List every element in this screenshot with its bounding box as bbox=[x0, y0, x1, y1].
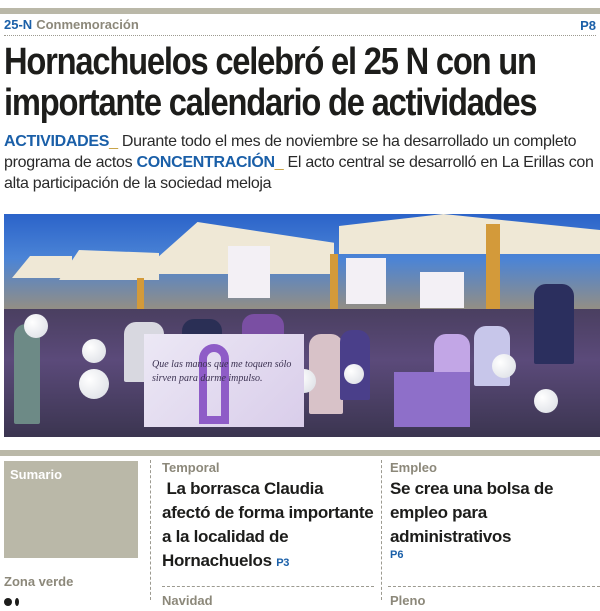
top-rule bbox=[0, 8, 600, 14]
headline: Hornachuelos celebró el 25 N con un importante calendario de actividades bbox=[4, 41, 537, 124]
summary-box bbox=[4, 461, 138, 558]
balloon bbox=[82, 339, 106, 363]
page-ref[interactable]: P6 bbox=[390, 549, 404, 561]
summary-category-navidad: Navidad bbox=[162, 593, 213, 608]
section-header bbox=[4, 16, 596, 34]
protest-sign bbox=[346, 258, 386, 304]
person bbox=[14, 324, 40, 424]
subhead-separator: _ bbox=[274, 154, 284, 171]
page-number: P8 bbox=[580, 17, 596, 33]
banner-text: Que las manos que me toquen sólo sirven para darme impulso. bbox=[152, 359, 292, 384]
item-divider bbox=[162, 586, 374, 587]
photo-banner bbox=[144, 334, 304, 427]
balloon bbox=[24, 314, 48, 338]
balloon bbox=[344, 364, 364, 384]
summary-label: Sumario bbox=[10, 467, 63, 482]
protest-sign bbox=[420, 272, 464, 308]
subhead-keyword-concentracion: CONCENTRACIÓN bbox=[136, 154, 275, 171]
summary-item-empleo[interactable] bbox=[390, 460, 595, 561]
person bbox=[534, 284, 574, 364]
tent-pole bbox=[330, 254, 338, 314]
zona-verde-title-cut bbox=[4, 593, 134, 601]
item-divider bbox=[388, 586, 600, 587]
dotted-divider bbox=[4, 35, 596, 36]
balloon bbox=[79, 369, 109, 399]
subhead-keyword-actividades: ACTIVIDADES bbox=[4, 133, 110, 150]
summary-category: Temporal bbox=[162, 460, 220, 475]
subhead-separator: _ bbox=[109, 133, 118, 150]
article-photo bbox=[4, 214, 600, 437]
balloon bbox=[534, 389, 558, 413]
section-tag: 25-N bbox=[4, 17, 33, 32]
page-ref[interactable]: P3 bbox=[276, 557, 290, 569]
subhead-text-2: El acto central se desarrolló en La Erillas con alta participación de la sociedad meloja bbox=[4, 154, 594, 192]
person bbox=[434, 334, 470, 374]
protest-sign bbox=[228, 246, 270, 298]
zona-verde-category: Zona verde bbox=[4, 574, 74, 589]
summary-item-temporal[interactable] bbox=[162, 460, 374, 575]
section-label bbox=[4, 16, 139, 34]
tent bbox=[339, 214, 600, 254]
subhead bbox=[4, 131, 600, 194]
summary-category: Empleo bbox=[390, 460, 437, 475]
tent bbox=[59, 250, 159, 280]
summary-rule bbox=[0, 450, 600, 456]
summary-category-pleno: Pleno bbox=[390, 593, 426, 608]
summary-title[interactable]: Se crea una bolsa de empleo para administrativos bbox=[390, 479, 554, 546]
column-divider bbox=[381, 460, 382, 600]
column-divider bbox=[150, 460, 151, 600]
section-name: Conmemoración bbox=[36, 17, 139, 32]
subhead-text-1: Durante todo el mes de noviembre se ha desarrollado un completo programa de actos bbox=[4, 133, 577, 171]
balloon bbox=[492, 354, 516, 378]
purple-sign bbox=[394, 372, 470, 427]
summary-title[interactable]: La borrasca Claudia afectó de forma importante a la localidad de Hornachuelos P3 bbox=[162, 479, 374, 570]
